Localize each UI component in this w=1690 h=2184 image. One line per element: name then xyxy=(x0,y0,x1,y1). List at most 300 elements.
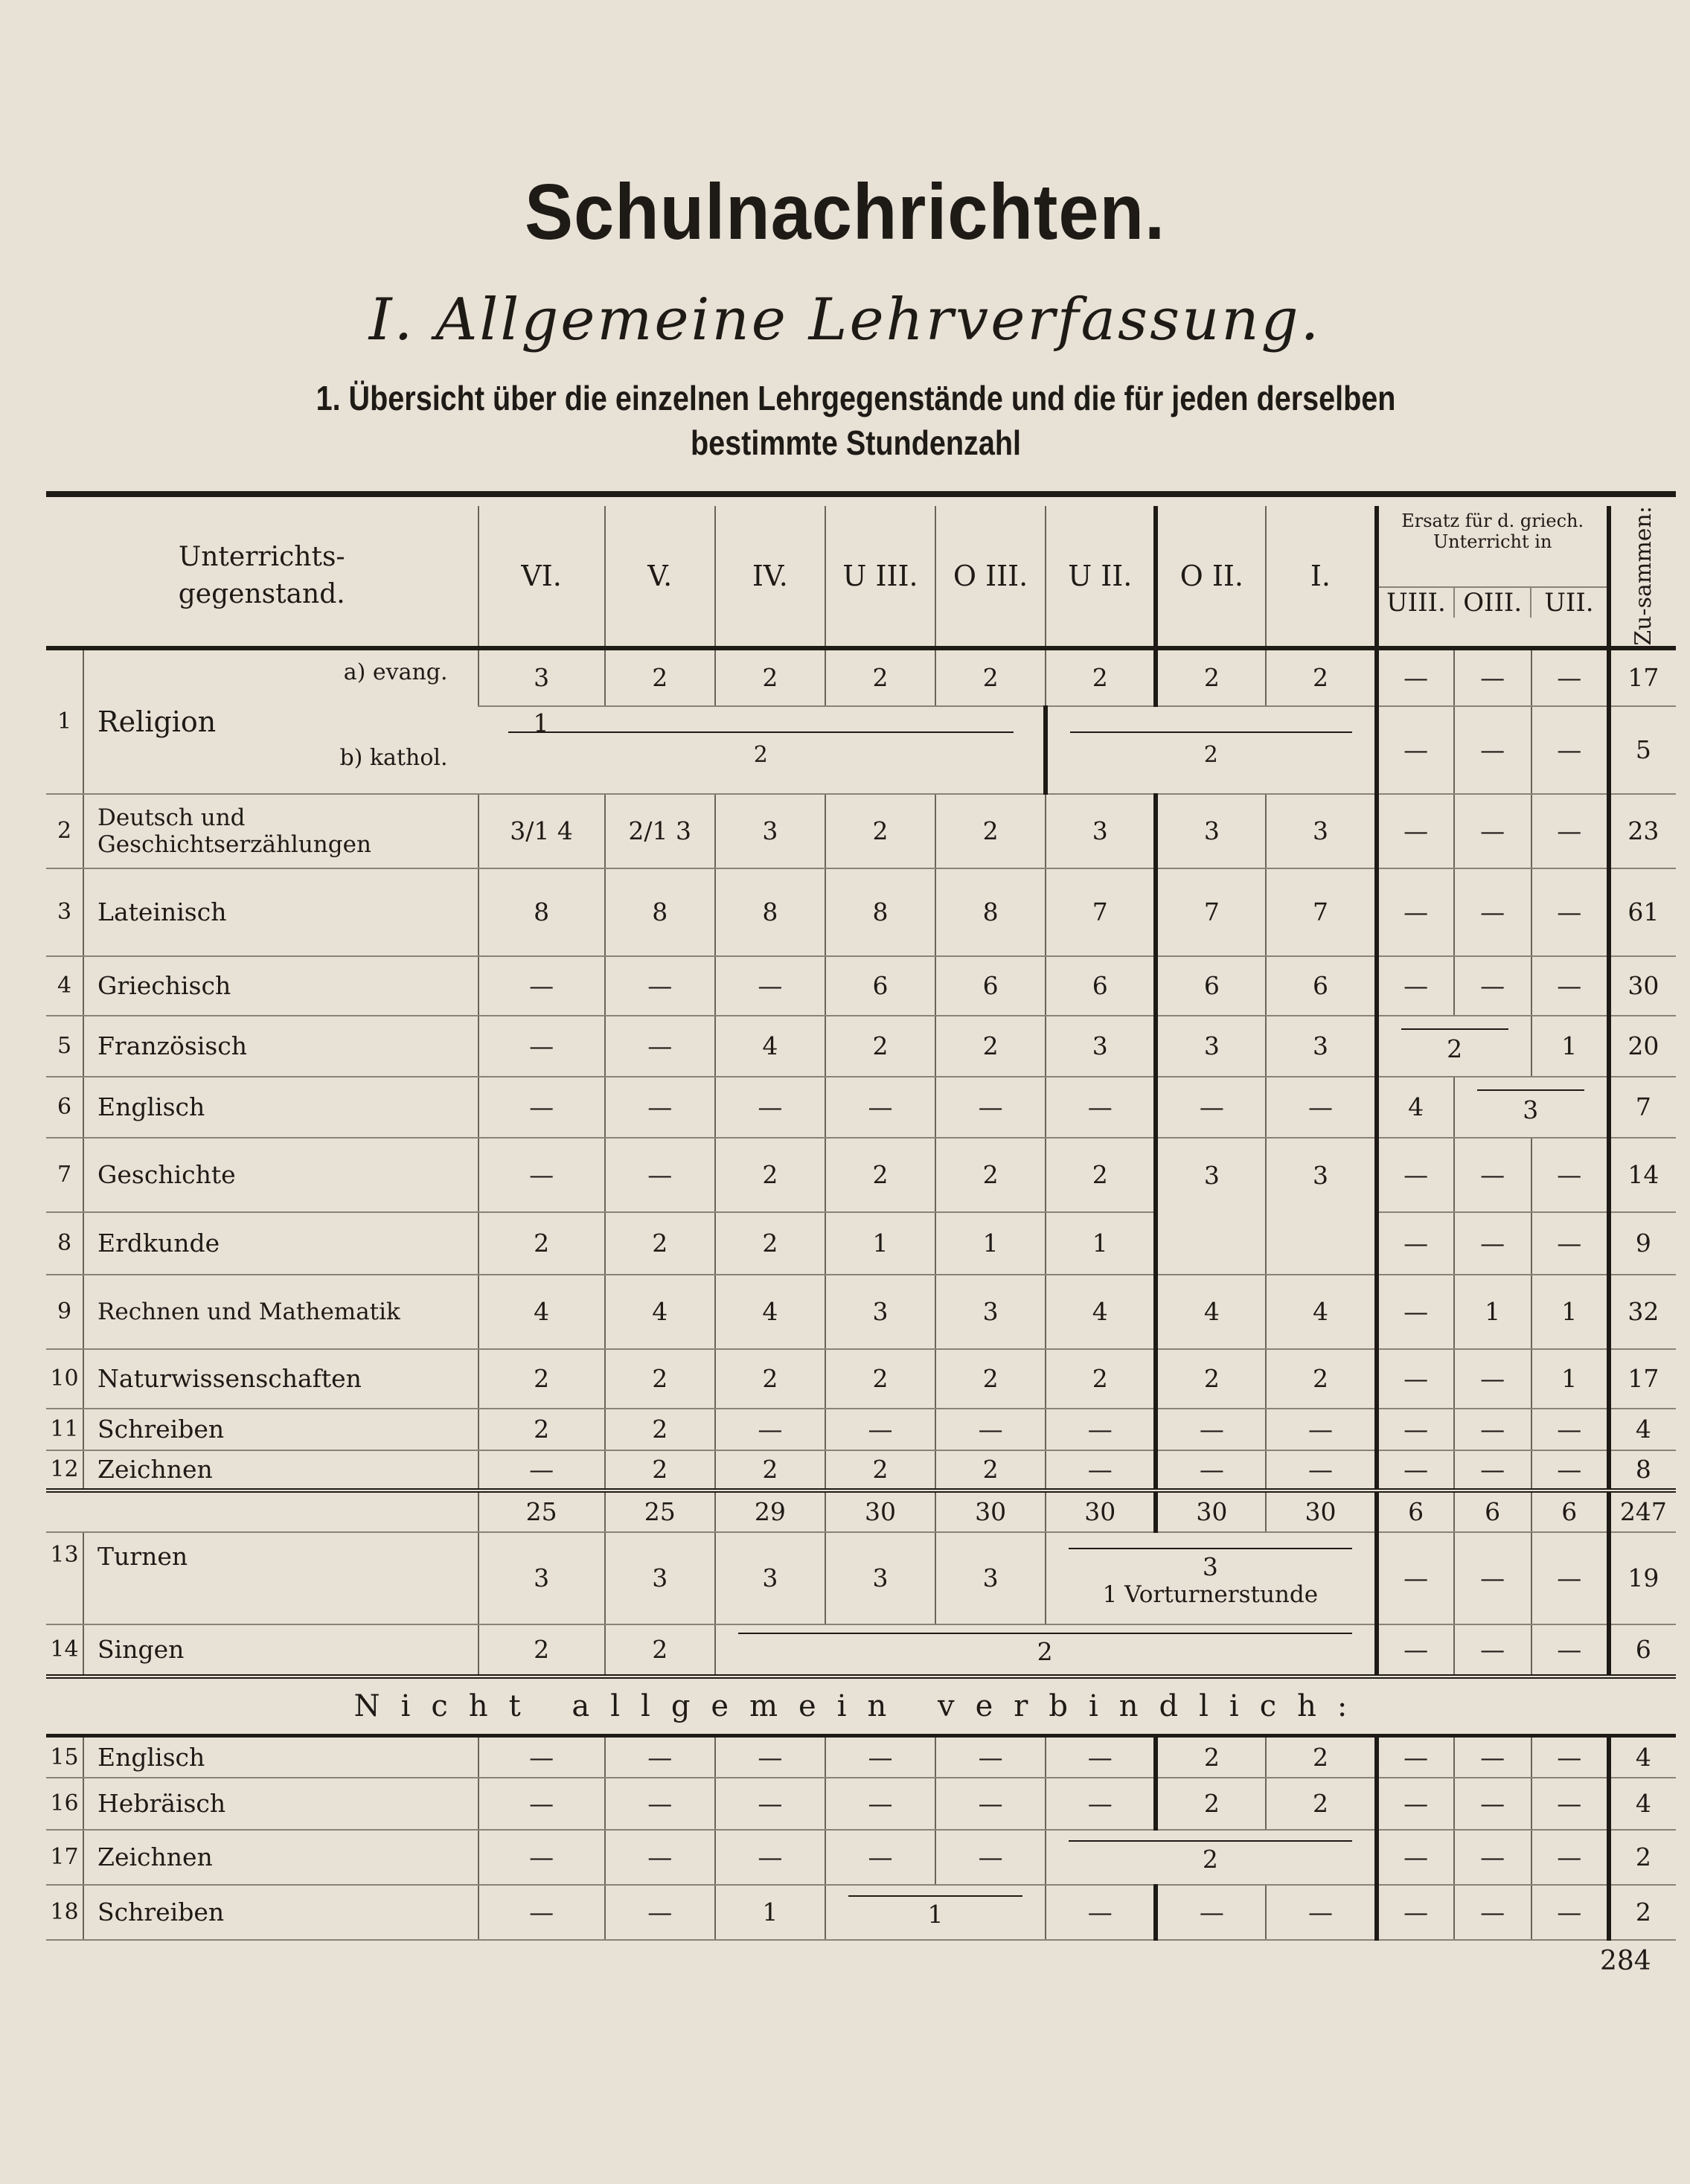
zeichnen-upper-group xyxy=(1046,1830,1376,1885)
row-subject: Schreiben xyxy=(83,1885,478,1940)
cell: — xyxy=(825,1778,935,1830)
table-row xyxy=(46,1624,1676,1677)
cell: 1 xyxy=(1531,1349,1609,1409)
cell: 2 xyxy=(825,648,935,706)
cell: — xyxy=(478,1016,605,1077)
cell: — xyxy=(605,1778,715,1830)
cell: 2 xyxy=(1046,1349,1156,1409)
row-subject: Englisch xyxy=(83,1736,478,1778)
cell: — xyxy=(935,1077,1046,1138)
cell-total: 17 xyxy=(1609,1349,1676,1409)
cell: 3 xyxy=(478,1532,605,1624)
kathol-lower-group xyxy=(478,706,1046,794)
cell: 3 xyxy=(1266,1016,1376,1077)
cell: 4 xyxy=(715,1275,825,1349)
table-row xyxy=(46,1138,1676,1212)
heading-line-2: bestimmte Stundenzahl xyxy=(690,423,1022,462)
cell: — xyxy=(1531,1830,1609,1885)
cell: 2 xyxy=(478,1624,605,1677)
row-number: 13 xyxy=(46,1532,83,1624)
cell: 3 xyxy=(1046,1016,1156,1077)
table-row xyxy=(46,1409,1676,1450)
row-subject: Lateinisch xyxy=(83,868,478,956)
cell: — xyxy=(1454,794,1531,868)
row-subject: Naturwissenschaften xyxy=(83,1349,478,1409)
cell: — xyxy=(605,1138,715,1212)
table-row xyxy=(46,956,1676,1016)
cell: 3 xyxy=(1266,794,1376,868)
header-total xyxy=(1609,506,1676,648)
sum-cell: 30 xyxy=(825,1490,935,1532)
cell: — xyxy=(1377,1409,1454,1450)
cell: — xyxy=(1266,1450,1376,1490)
cell: — xyxy=(1046,1450,1156,1490)
sum-cell: 30 xyxy=(1156,1490,1266,1532)
cell: 2 xyxy=(605,1349,715,1409)
cell: — xyxy=(1531,1736,1609,1778)
cell: 2 xyxy=(1266,1349,1376,1409)
cell: — xyxy=(825,1077,935,1138)
cell-total: 30 xyxy=(1609,956,1676,1016)
cell: 3 xyxy=(605,1532,715,1624)
cell: — xyxy=(1377,1885,1454,1940)
cell: — xyxy=(1454,1138,1531,1212)
table-row xyxy=(46,1077,1676,1138)
cell: — xyxy=(605,1736,715,1778)
brace-line xyxy=(848,1895,1022,1897)
section-row xyxy=(46,1677,1676,1736)
cell: 4 xyxy=(715,1016,825,1077)
cell-total: 19 xyxy=(1609,1532,1676,1624)
cell: — xyxy=(478,1077,605,1138)
cell: 8 xyxy=(605,868,715,956)
cell: 2 xyxy=(825,1016,935,1077)
cell: 2 xyxy=(1156,1349,1266,1409)
row-subject: Geschichte xyxy=(83,1138,478,1212)
section-subtitle: I. Allgemeine Lehrverfassung. xyxy=(368,286,1322,353)
cell: — xyxy=(1377,1212,1454,1275)
cell: 2 xyxy=(935,1138,1046,1212)
cell: — xyxy=(1531,648,1609,706)
cell: 2 xyxy=(935,1450,1046,1490)
row-number: 16 xyxy=(46,1778,83,1830)
header-class-vi: VI. xyxy=(478,506,605,648)
cell: — xyxy=(605,1885,715,1940)
row-number: 5 xyxy=(46,1016,83,1077)
brace-line xyxy=(1069,1548,1351,1549)
cell: 2 xyxy=(1156,648,1266,706)
cell: 4 xyxy=(1046,1275,1156,1349)
cell: 2 xyxy=(825,1349,935,1409)
cell: — xyxy=(478,1885,605,1940)
cell: 8 xyxy=(825,868,935,956)
row-subject: Rechnen und Mathematik xyxy=(83,1275,478,1349)
top-rule xyxy=(46,491,1676,497)
cell: — xyxy=(1454,1624,1531,1677)
cell: — xyxy=(1156,1409,1266,1450)
cell: 2/1 3 xyxy=(605,794,715,868)
row-number: 8 xyxy=(46,1212,83,1275)
row-subject: Deutsch und Geschichtserzählungen xyxy=(83,794,478,868)
cell-total: 4 xyxy=(1609,1778,1676,1830)
row-number: 1 xyxy=(46,648,83,794)
cell: — xyxy=(1377,1138,1454,1212)
cell: — xyxy=(1377,706,1454,794)
cell: — xyxy=(478,1450,605,1490)
cell: — xyxy=(715,1736,825,1778)
cell: 2 xyxy=(825,1450,935,1490)
table-row xyxy=(46,1830,1676,1885)
cell: 2 xyxy=(605,1409,715,1450)
cell: — xyxy=(605,1016,715,1077)
cell: 2 xyxy=(478,1349,605,1409)
header-row xyxy=(46,506,1676,648)
religion-label: Religion xyxy=(97,705,217,738)
cell: 1 xyxy=(1046,1212,1156,1275)
cell: — xyxy=(1454,1736,1531,1778)
table-row xyxy=(46,1885,1676,1940)
cell: — xyxy=(715,1778,825,1830)
singen-rest: 2 xyxy=(1037,1637,1053,1667)
cell: 6 xyxy=(1156,956,1266,1016)
row-subject: Zeichnen xyxy=(83,1830,478,1885)
cell-total: 6 xyxy=(1609,1624,1676,1677)
cell: — xyxy=(1266,1409,1376,1450)
row-subject: Erdkunde xyxy=(83,1212,478,1275)
brace-line xyxy=(738,1633,1352,1634)
row-number: 12 xyxy=(46,1450,83,1490)
cell: 2 xyxy=(715,648,825,706)
cell: — xyxy=(1046,1077,1156,1138)
header-subject-line1: Unterrichts- xyxy=(178,541,345,572)
cell: — xyxy=(605,1830,715,1885)
cell: — xyxy=(1046,1409,1156,1450)
cell: 3 xyxy=(935,1532,1046,1624)
header-class-iv: IV. xyxy=(715,506,825,648)
cell: — xyxy=(1046,1885,1156,1940)
cell: — xyxy=(1454,1409,1531,1450)
turnen-upper: 3 xyxy=(1202,1552,1218,1582)
cell: — xyxy=(1266,1077,1376,1138)
cell: 1 xyxy=(935,1212,1046,1275)
sum-cell: 6 xyxy=(1531,1490,1609,1532)
cell: — xyxy=(1377,648,1454,706)
cell: 6 xyxy=(1266,956,1376,1016)
cell: 7 xyxy=(1266,868,1376,956)
cell: 1 xyxy=(1454,1275,1531,1349)
cell: — xyxy=(935,1409,1046,1450)
cell: 2 xyxy=(935,1016,1046,1077)
cell-total: 4 xyxy=(1609,1409,1676,1450)
cell: — xyxy=(1454,1212,1531,1275)
cell: — xyxy=(715,1077,825,1138)
cell: — xyxy=(1266,1885,1376,1940)
header-class-oii: O II. xyxy=(1156,506,1266,648)
cell: 4 xyxy=(1156,1275,1266,1349)
cell: — xyxy=(1454,648,1531,706)
row-number: 14 xyxy=(46,1624,83,1677)
row-number: 18 xyxy=(46,1885,83,1940)
cell: 1 xyxy=(715,1885,825,1940)
cell: 2 xyxy=(715,1138,825,1212)
sum-row xyxy=(46,1490,1676,1532)
cell: — xyxy=(1377,1532,1454,1624)
cell: — xyxy=(1377,794,1454,868)
cell: — xyxy=(1377,1736,1454,1778)
cell: — xyxy=(935,1830,1046,1885)
cell: 8 xyxy=(715,868,825,956)
cell: 1 xyxy=(1531,1275,1609,1349)
cell: 2 xyxy=(825,1138,935,1212)
cell: 6 xyxy=(1046,956,1156,1016)
heading-line-1: 1. Übersicht über die einzelnen Lehrgegenstände und die für jeden derselben xyxy=(316,379,1396,417)
row-number: 3 xyxy=(46,868,83,956)
cell: 2 xyxy=(605,1450,715,1490)
cell: 2 xyxy=(1266,1736,1376,1778)
cell: 2 xyxy=(1046,1138,1156,1212)
sum-total: 247 xyxy=(1609,1490,1676,1532)
header-ersatz xyxy=(1377,506,1609,648)
religion-sub-b: b) kathol. xyxy=(339,744,448,771)
cell-total: 7 xyxy=(1609,1077,1676,1138)
cell: — xyxy=(935,1736,1046,1778)
table-row xyxy=(46,868,1676,956)
cell: — xyxy=(1531,1138,1609,1212)
table-row xyxy=(46,1275,1676,1349)
cell: — xyxy=(1531,1409,1609,1450)
cell: 3 xyxy=(1523,1095,1539,1125)
header-ersatz-uiii: UIII. xyxy=(1379,588,1456,618)
kathol-note: 1 xyxy=(533,708,549,737)
cell-total: 5 xyxy=(1609,706,1676,794)
table-row xyxy=(46,794,1676,868)
cell: 1 xyxy=(825,1212,935,1275)
kathol-lower: 2 xyxy=(753,742,768,769)
schreiben-mid: 1 xyxy=(927,1900,944,1930)
cell-merged: 3 xyxy=(1266,1138,1376,1275)
cell: — xyxy=(1454,868,1531,956)
sum-cell: 30 xyxy=(1046,1490,1156,1532)
row-subject xyxy=(83,648,478,794)
singen-group xyxy=(715,1624,1377,1677)
cell: — xyxy=(1046,1778,1156,1830)
cell: — xyxy=(1454,956,1531,1016)
cell: 4 xyxy=(605,1275,715,1349)
cell: 8 xyxy=(478,868,605,956)
header-ersatz-classes xyxy=(1379,586,1607,618)
cell: 3 xyxy=(825,1275,935,1349)
cell: 2 xyxy=(1156,1778,1266,1830)
table-row xyxy=(46,1532,1676,1624)
header-class-v: V. xyxy=(605,506,715,648)
turnen-upper-group xyxy=(1046,1532,1376,1624)
cell: 6 xyxy=(935,956,1046,1016)
cell: 2 xyxy=(478,1409,605,1450)
row-subject: Englisch xyxy=(83,1077,478,1138)
cell-total: 2 xyxy=(1609,1830,1676,1885)
sum-label xyxy=(46,1490,478,1532)
cell: 2 xyxy=(935,1349,1046,1409)
cell: 2 xyxy=(605,1212,715,1275)
kathol-upper-group xyxy=(1046,706,1376,794)
header-class-uii: U II. xyxy=(1046,506,1156,648)
page-title: Schulnachrichten. xyxy=(524,168,1165,256)
row-subject: Französisch xyxy=(83,1016,478,1077)
row-number: 7 xyxy=(46,1138,83,1212)
cell: — xyxy=(1454,1885,1531,1940)
row-number: 4 xyxy=(46,956,83,1016)
cell: — xyxy=(1156,1885,1266,1940)
cell-total: 23 xyxy=(1609,794,1676,868)
brace-line xyxy=(1477,1089,1584,1091)
cell-total: 8 xyxy=(1609,1450,1676,1490)
table-row xyxy=(46,1736,1676,1778)
nicht-verbindlich-label: Nicht allgemein verbindlich: xyxy=(46,1677,1676,1736)
table-row xyxy=(46,1016,1676,1077)
cell: 3 xyxy=(825,1532,935,1624)
cell-total: 20 xyxy=(1609,1016,1676,1077)
row-number: 15 xyxy=(46,1736,83,1778)
cell: 3 xyxy=(1156,794,1266,868)
row-subject: Zeichnen xyxy=(83,1450,478,1490)
cell: 2 xyxy=(478,1212,605,1275)
cell: — xyxy=(1531,1778,1609,1830)
cell: — xyxy=(1377,1450,1454,1490)
cell-total: 2 xyxy=(1609,1885,1676,1940)
row-number: 9 xyxy=(46,1275,83,1349)
cell: — xyxy=(1454,1830,1531,1885)
cell: 3 xyxy=(1046,794,1156,868)
cell: — xyxy=(1377,868,1454,956)
cell: — xyxy=(1377,1349,1454,1409)
cell: 2 xyxy=(1266,648,1376,706)
header-ersatz-oiii: OIII. xyxy=(1455,588,1531,618)
table-row xyxy=(46,1450,1676,1490)
cell: — xyxy=(1531,1450,1609,1490)
cell: — xyxy=(478,1736,605,1778)
row-subject: Hebräisch xyxy=(83,1778,478,1830)
table-row xyxy=(46,1778,1676,1830)
cell: — xyxy=(1377,1830,1454,1885)
sum-cell: 25 xyxy=(605,1490,715,1532)
ersatz-group xyxy=(1377,1016,1531,1077)
brace-line xyxy=(1401,1028,1508,1030)
cell-merged: 3 xyxy=(1156,1138,1266,1275)
cell: — xyxy=(1531,706,1609,794)
cell: 3 xyxy=(715,794,825,868)
brace-line xyxy=(508,731,1014,733)
header-class-i: I. xyxy=(1266,506,1376,648)
sum-cell: 29 xyxy=(715,1490,825,1532)
cell: — xyxy=(1156,1450,1266,1490)
cell: 2 xyxy=(825,794,935,868)
cell: — xyxy=(605,1077,715,1138)
cell: — xyxy=(478,1138,605,1212)
sum-cell: 30 xyxy=(935,1490,1046,1532)
cell: — xyxy=(1531,1212,1609,1275)
cell: — xyxy=(715,1830,825,1885)
cell: — xyxy=(1531,1624,1609,1677)
cell-total: 14 xyxy=(1609,1138,1676,1212)
header-class-uiii: U III. xyxy=(825,506,935,648)
brace-line xyxy=(1070,731,1351,733)
cell: 2 xyxy=(605,1624,715,1677)
cell: — xyxy=(1377,1778,1454,1830)
row-number: 17 xyxy=(46,1830,83,1885)
cell: 4 xyxy=(1266,1275,1376,1349)
cell: — xyxy=(1377,1275,1454,1349)
row-number: 10 xyxy=(46,1349,83,1409)
religion-sub-a: a) evang. xyxy=(343,659,448,685)
cell: — xyxy=(1377,956,1454,1016)
header-ersatz-label: Ersatz für d. griech. Unterricht in xyxy=(1401,510,1584,552)
cell: 1 xyxy=(1531,1016,1609,1077)
cell: — xyxy=(1454,706,1531,794)
header-subject-line2: gegenstand. xyxy=(178,578,345,609)
cell: — xyxy=(478,956,605,1016)
cell: — xyxy=(1046,1736,1156,1778)
cell: — xyxy=(478,1830,605,1885)
row-number: 6 xyxy=(46,1077,83,1138)
row-number: 2 xyxy=(46,794,83,868)
cell: 2 xyxy=(715,1212,825,1275)
header-total-label: Zu-sammen: xyxy=(1630,506,1657,646)
cell: 3 xyxy=(715,1532,825,1624)
cell: — xyxy=(1531,1885,1609,1940)
row-subject: Singen xyxy=(83,1624,478,1677)
cell: 3 xyxy=(478,648,605,706)
row-subject: Turnen xyxy=(83,1532,478,1624)
cell: 2 xyxy=(935,648,1046,706)
cell-total: 9 xyxy=(1609,1212,1676,1275)
header-ersatz-uii: UII. xyxy=(1544,588,1594,618)
cell: — xyxy=(478,1778,605,1830)
cell: — xyxy=(1531,1532,1609,1624)
cell: 4 xyxy=(478,1275,605,1349)
cell: — xyxy=(825,1409,935,1450)
cell-total: 17 xyxy=(1609,648,1676,706)
header-class-oiii: O III. xyxy=(935,506,1046,648)
cell: — xyxy=(935,1778,1046,1830)
cell: 3 xyxy=(935,1275,1046,1349)
table-row xyxy=(46,648,1676,706)
cell: 4 xyxy=(1377,1077,1454,1138)
cell: — xyxy=(1454,1349,1531,1409)
row-number: 11 xyxy=(46,1409,83,1450)
cell: — xyxy=(715,1409,825,1450)
cell: 7 xyxy=(1046,868,1156,956)
cell: 2 xyxy=(1447,1034,1463,1064)
brace-line xyxy=(1069,1840,1351,1842)
sum-cell: 30 xyxy=(1266,1490,1376,1532)
cell: 7 xyxy=(1156,868,1266,956)
cell: — xyxy=(825,1830,935,1885)
cell: — xyxy=(1531,956,1609,1016)
cell: 6 xyxy=(825,956,935,1016)
cell: — xyxy=(1531,868,1609,956)
zeichnen-upper: 2 xyxy=(1202,1845,1218,1874)
sum-cell: 6 xyxy=(1454,1490,1531,1532)
table-row xyxy=(46,1349,1676,1409)
cell: 2 xyxy=(1266,1778,1376,1830)
ersatz-group xyxy=(1454,1077,1609,1138)
cell: — xyxy=(825,1736,935,1778)
cell: 2 xyxy=(1156,1736,1266,1778)
lehrplan-table xyxy=(46,506,1676,1941)
cell: — xyxy=(605,956,715,1016)
cell: 3 xyxy=(1156,1016,1266,1077)
cell: — xyxy=(1454,1532,1531,1624)
